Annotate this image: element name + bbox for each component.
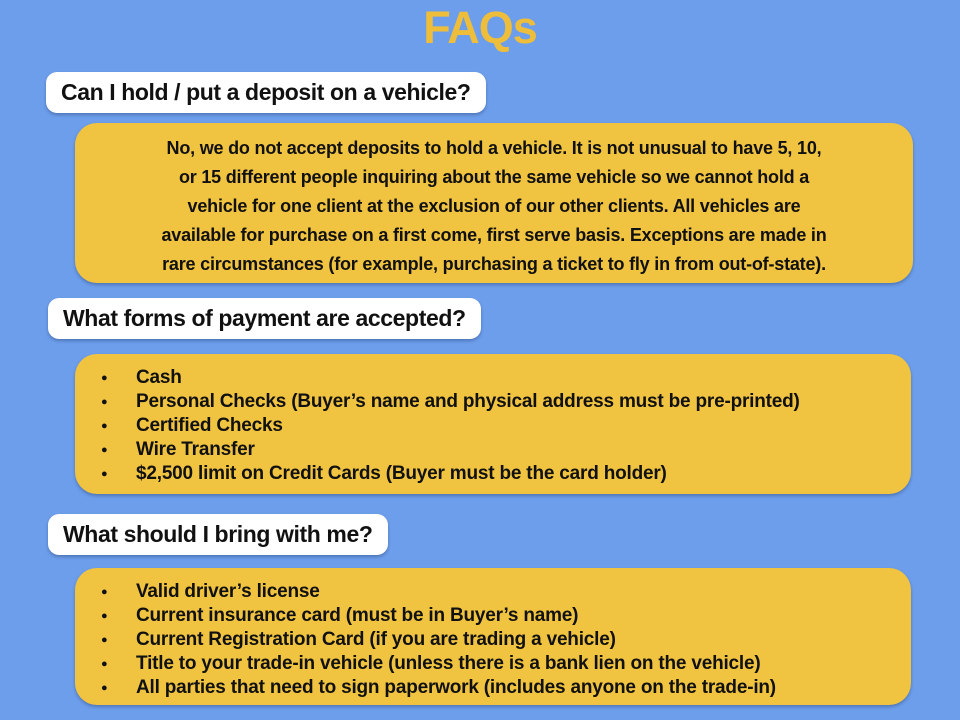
bullet-icon: ● [101,396,108,408]
answer-box-payment [75,354,911,494]
bullet-item [75,628,911,652]
question-box-deposit [46,72,486,113]
bullet-text: Wire Transfer [136,439,255,460]
bullet-icon: ● [101,372,108,384]
bullet-item [75,676,911,700]
bullet-item [75,462,911,486]
bullet-item [75,414,911,438]
question-box-payment [48,298,481,339]
bullet-text: Valid driver’s license [136,581,320,602]
bullet-item [75,390,911,414]
bullet-text: All parties that need to sign paperwork (includes anyone on the trade-in) [136,677,776,698]
answer-line: rare circumstances (for example, purchasing a ticket to fly in from out-of-state). [162,254,826,274]
bullet-icon: ● [101,586,108,598]
page-title: FAQs [423,2,537,53]
bullet-icon: ● [101,682,108,694]
question-box-bring [48,514,388,555]
bullet-text: Certified Checks [136,415,283,436]
bullet-text: Current Registration Card (if you are trading a vehicle) [136,629,616,650]
bullet-item [75,652,911,676]
bullet-icon: ● [101,658,108,670]
bullet-icon: ● [101,444,108,456]
bullet-text: $2,500 limit on Credit Cards (Buyer must be the card holder) [136,463,667,484]
bullet-item [75,580,911,604]
question-label-bring: What should I bring with me? [63,521,373,547]
answer-box-bring [75,568,911,705]
question-label-payment: What forms of payment are accepted? [63,305,466,331]
bullet-text: Personal Checks (Buyer’s name and physical address must be pre-printed) [136,391,800,412]
answer-line: No, we do not accept deposits to hold a vehicle. It is not unusual to have 5, 10, [166,138,822,158]
answer-line: available for purchase on a first come, first serve basis. Exceptions are made in [161,225,827,245]
bullet-text: Current insurance card (must be in Buyer’s name) [136,605,579,626]
answer-line: vehicle for one client at the exclusion of our other clients. All vehicles are [187,196,801,216]
bullet-icon: ● [101,420,108,432]
bullet-icon: ● [101,634,108,646]
answer-line: or 15 different people inquiring about the same vehicle so we cannot hold a [178,167,810,187]
answer-box-deposit [75,123,913,283]
bullet-item [75,366,911,390]
bullet-text: Cash [136,367,182,388]
bullet-item [75,438,911,462]
bullet-item [75,604,911,628]
question-label-deposit: Can I hold / put a deposit on a vehicle? [61,79,471,105]
bullet-icon: ● [101,468,108,480]
bullet-icon: ● [101,610,108,622]
bullet-text: Title to your trade-in vehicle (unless there is a bank lien on the vehicle) [136,653,761,674]
